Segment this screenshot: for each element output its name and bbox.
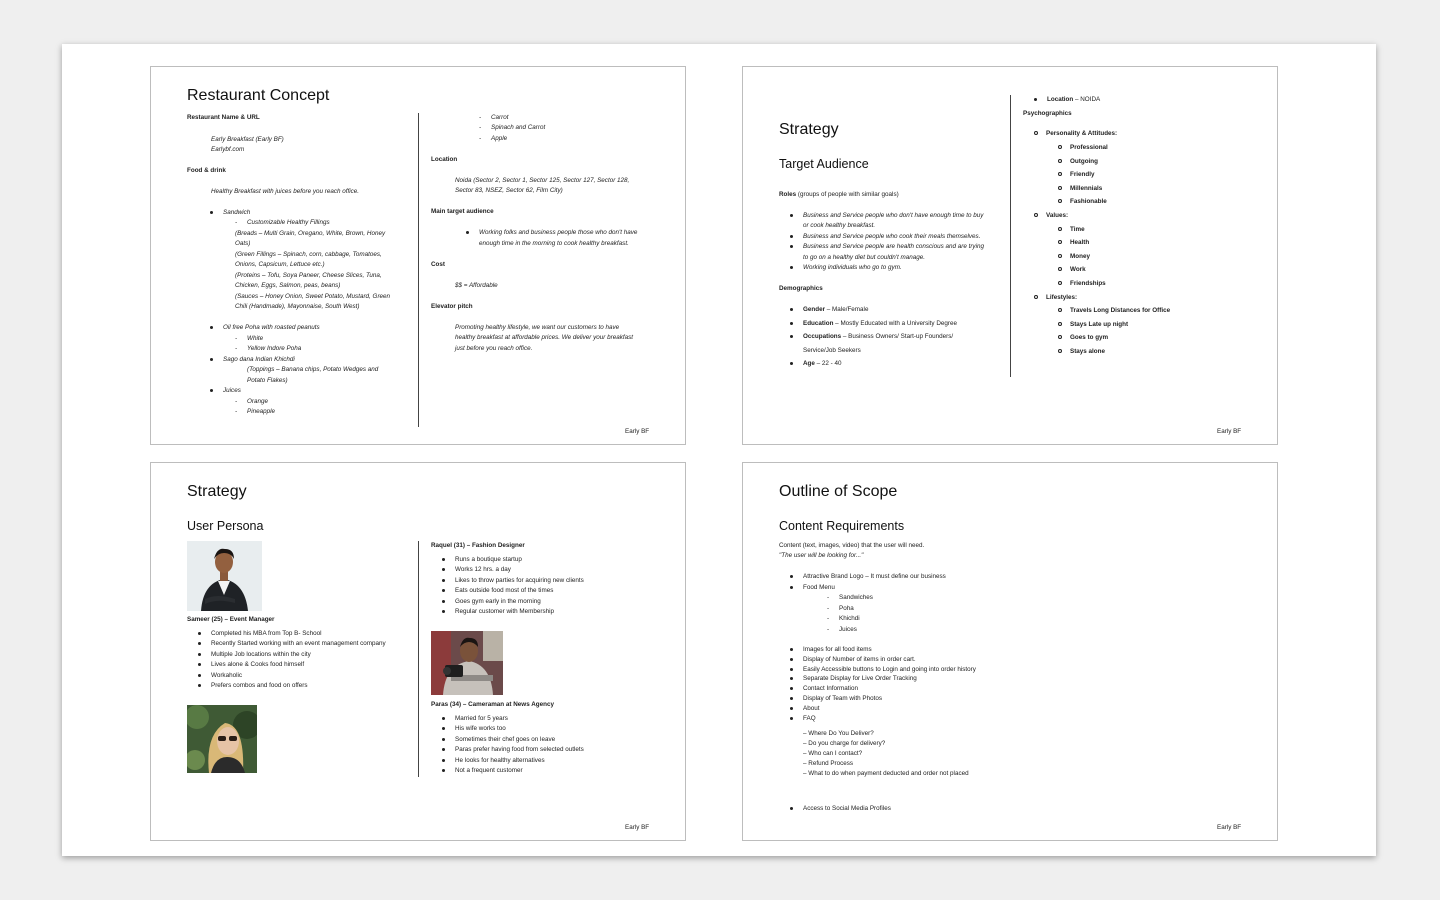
list-item: Contact Information xyxy=(803,684,858,695)
list-item: Lives alone & Cooks food himself xyxy=(211,660,304,671)
list-item: Occupations – Business Owners/ Start-up Founders/ xyxy=(803,332,953,343)
list-item: - Sandwiches xyxy=(827,593,873,604)
list-item: Juices xyxy=(223,386,241,397)
sandwich-detail: (Sauces – Honey Onion, Sweet Potato, Mustard, Green xyxy=(235,293,391,300)
location-text: Noida (Sector 2, Sector 1, Sector 125, Sector 127, Sector 128, xyxy=(455,177,630,184)
list-item: Easily Accessible buttons to Login and going into order history xyxy=(803,665,976,676)
sandwich-detail: (Breads – Multi Grain, Oregano, White, Brown, Honey xyxy=(235,230,386,237)
persona-name: Paras (34) – Cameraman at News Agency xyxy=(431,701,554,708)
list-item: Values: xyxy=(1047,211,1068,222)
list-item: Attractive Brand Logo – It must define our business xyxy=(803,572,946,583)
sandwich-detail: Onions, Capsicum, Lettuce etc.) xyxy=(235,261,325,268)
list-item: Time xyxy=(1071,225,1085,236)
slide-subtitle: Target Audience xyxy=(779,157,869,171)
list-item: Paras prefer having food from selected outlets xyxy=(455,745,584,756)
faq-item: – Where Do You Deliver? xyxy=(803,730,874,737)
list-item: Lifestyles: xyxy=(1047,293,1077,304)
faq-item: – Refund Process xyxy=(803,760,854,767)
list-item: - Customizable Healthy Fillings xyxy=(235,218,330,229)
list-item: - White xyxy=(235,334,263,345)
list-item: Millennials xyxy=(1071,184,1102,195)
sandwich-detail: (Proteins – Tofu, Soya Paneer, Cheese Slices, Tuna, xyxy=(235,272,382,279)
slide-title: Strategy xyxy=(779,121,839,138)
food-intro: Healthy Breakfast with juices before you reach office. xyxy=(211,188,360,195)
content-intro: Content (text, images, video) that the user will need. xyxy=(779,542,925,549)
slide-footer: Early BF xyxy=(1217,824,1242,831)
slide-footer: Early BF xyxy=(625,824,650,831)
slide-footer: Early BF xyxy=(625,428,650,435)
list-item: Friendships xyxy=(1071,279,1106,290)
sandwich-detail: Oats) xyxy=(235,240,251,247)
list-item: Money xyxy=(1071,252,1090,263)
list-item: Works 12 hrs. a day xyxy=(455,565,511,576)
list-item: - Juices xyxy=(827,625,857,636)
faq-item: – What to do when payment deducted and order not placed xyxy=(803,770,969,777)
persona-photo-raquel xyxy=(187,705,257,773)
demographics-text: Service/Job Seekers xyxy=(803,347,861,354)
list-item: Fashionable xyxy=(1071,197,1107,208)
slide-target-audience xyxy=(742,66,1278,445)
list-item: Likes to throw parties for acquiring new clients xyxy=(455,576,584,587)
faq-item: – Do you charge for delivery? xyxy=(803,740,886,747)
list-item: Regular customer with Membership xyxy=(455,607,554,618)
list-item: Friendly xyxy=(1071,170,1095,181)
list-item: - Pineapple xyxy=(235,407,275,418)
slide-subtitle: User Persona xyxy=(187,519,264,533)
list-item: - Orange xyxy=(235,397,268,408)
column-divider xyxy=(1010,95,1011,377)
list-item: Personality & Attitudes: xyxy=(1047,129,1117,140)
slide-title: Strategy xyxy=(187,483,247,500)
list-item: Runs a boutique startup xyxy=(455,555,522,566)
list-item: - Spinach and Carrot xyxy=(479,123,545,134)
list-item: Age – 22 - 40 xyxy=(803,359,842,370)
list-item: Married for 5 years xyxy=(455,714,508,725)
slide-title: Outline of Scope xyxy=(779,483,898,500)
list-item: Not a frequent customer xyxy=(455,766,523,777)
list-item: About xyxy=(803,704,819,715)
list-item: Education – Mostly Educated with a University Degree xyxy=(803,319,957,330)
khichdi-detail: Potato Flakes) xyxy=(247,377,288,384)
faq-item: – Who can I contact? xyxy=(803,750,863,757)
cost-value: $$ = Affordable xyxy=(455,282,498,289)
list-item: Sandwich xyxy=(223,208,250,219)
roles-text: to go on a healthy diet but couldn't manage. xyxy=(803,254,925,261)
list-item: - Carrot xyxy=(479,113,509,124)
khichdi-detail: (Toppings – Banana chips, Potato Wedges and xyxy=(247,366,379,373)
column-divider xyxy=(418,113,419,427)
list-item: Sometimes their chef goes on leave xyxy=(455,735,555,746)
persona-photo-paras xyxy=(431,631,503,695)
list-item: - Yellow Indore Poha xyxy=(235,344,301,355)
sandwich-detail: Chili (Handmade), Mayonnaise, South West) xyxy=(235,303,360,310)
list-item: Goes gym early in the morning xyxy=(455,597,541,608)
list-item: Workaholic xyxy=(211,671,242,682)
list-item: - Khichdi xyxy=(827,614,860,625)
restaurant-url: Earlybf.com xyxy=(211,146,245,153)
slide-outline-of-scope xyxy=(742,462,1278,841)
list-item: He looks for healthy alternatives xyxy=(455,756,545,767)
restaurant-name: Early Breakfast (Early BF) xyxy=(211,136,284,143)
pitch-text: Promoting healthy lifestyle, we want our customers to have xyxy=(455,324,620,331)
list-item: Food Menu xyxy=(803,583,835,594)
persona-name: Sameer (25) – Event Manager xyxy=(187,616,275,623)
restaurant-name-heading: Restaurant Name & URL xyxy=(187,114,260,121)
list-item: Recently Started working with an event management company xyxy=(211,639,386,650)
persona-photo-sameer xyxy=(187,541,262,611)
roles-text: or cook healthy breakfast. xyxy=(803,222,876,229)
list-item: Professional xyxy=(1071,143,1108,154)
slide-title: Restaurant Concept xyxy=(187,87,330,104)
list-item: Stays alone xyxy=(1071,347,1105,358)
list-item: Business and Service people who cook their meals themselves. xyxy=(803,232,980,243)
demographics-heading: Demographics xyxy=(779,285,823,292)
list-item: - Poha xyxy=(827,604,854,615)
list-item: Health xyxy=(1071,238,1089,249)
list-item: Business and Service people who don't have enough time to buy xyxy=(803,211,983,222)
list-item: Travels Long Distances for Office xyxy=(1071,306,1170,317)
slide-user-persona xyxy=(150,462,686,841)
list-item: Eats outside food most of the times xyxy=(455,586,553,597)
psychographics-heading: Psychographics xyxy=(1023,110,1072,117)
list-item: Business and Service people are health conscious and are trying xyxy=(803,242,984,253)
list-item: Stays Late up night xyxy=(1071,320,1128,331)
list-item: Multiple Job locations within the city xyxy=(211,650,311,661)
list-item: Separate Display for Live Order Tracking xyxy=(803,674,917,685)
pitch-text: healthy breakfast at affordable prices. We deliver your breakfast xyxy=(455,334,634,341)
audience-heading: Main target audience xyxy=(431,208,494,215)
document-page xyxy=(62,44,1376,856)
list-item: Gender – Male/Female xyxy=(803,305,868,316)
list-item: Oil free Poha with roasted peanuts xyxy=(223,323,320,334)
slide-restaurant-concept xyxy=(150,66,686,445)
list-item: Outgoing xyxy=(1071,157,1098,168)
list-item: - Apple xyxy=(479,134,507,145)
food-heading: Food & drink xyxy=(187,167,226,174)
roles-heading: Roles (groups of people with similar goals) xyxy=(779,191,899,198)
list-item: Display of Team with Photos xyxy=(803,694,882,705)
pitch-text: just before you reach office. xyxy=(455,345,533,352)
list-item: Work xyxy=(1071,265,1086,276)
cost-heading: Cost xyxy=(431,261,445,268)
sandwich-detail: Chicken, Eggs, Salmon, peas, beans) xyxy=(235,282,341,289)
list-item: Working folks and business people those who don't have xyxy=(479,228,637,239)
pitch-heading: Elevator pitch xyxy=(431,303,473,310)
list-item: Prefers combos and food on offers xyxy=(211,681,308,692)
list-item: Working individuals who go to gym. xyxy=(803,263,902,274)
list-item: His wife works too xyxy=(455,724,506,735)
content-intro-quote: "The user will be looking for..." xyxy=(779,552,864,559)
location-heading: Location xyxy=(431,156,458,163)
audience-text: enough time in the morning to cook healthy breakfast. xyxy=(479,240,629,247)
list-item: Images for all food items xyxy=(803,645,872,656)
list-item: Completed his MBA from Top B- School xyxy=(211,629,321,640)
persona-name: Raquel (31) – Fashion Designer xyxy=(431,542,525,549)
location-text: Sector 83, NSEZ, Sector 62, Film City) xyxy=(455,187,563,194)
slide-footer: Early BF xyxy=(1217,428,1242,435)
list-item: Goes to gym xyxy=(1071,333,1108,344)
list-item: Access to Social Media Profiles xyxy=(803,804,891,815)
list-item: FAQ xyxy=(803,714,816,725)
list-item: Display of Number of items in order cart. xyxy=(803,655,916,666)
list-item: Location – NOIDA xyxy=(1047,95,1100,106)
slide-subtitle: Content Requirements xyxy=(779,519,905,533)
sandwich-detail: (Green Fillings – Spinach, corn, cabbage, Tomatoes, xyxy=(235,251,382,258)
list-item: Sago dana Indian Khichdi xyxy=(223,355,295,366)
column-divider xyxy=(418,541,419,777)
